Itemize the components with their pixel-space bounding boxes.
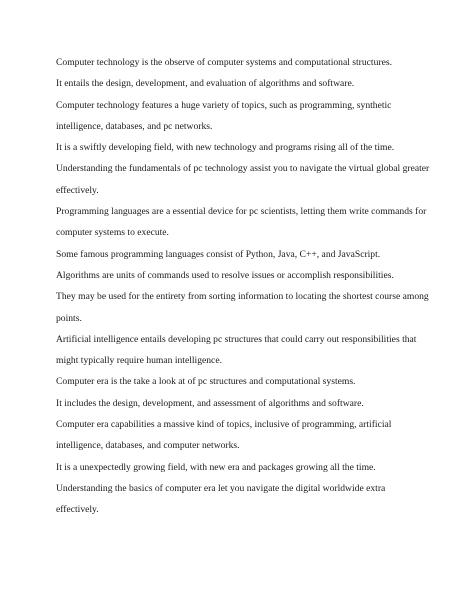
text-line: points. xyxy=(56,312,82,324)
text-line: Computer era is the take a look at of pc structures and computational systems. xyxy=(56,376,356,388)
text-line: It entails the design, development, and evaluation of algorithms and software. xyxy=(56,78,355,90)
text-line: It includes the design, development, and assessment of algorithms and software. xyxy=(56,397,364,409)
text-line: intelligence, databases, and computer networks. xyxy=(56,440,240,452)
text-line: might typically require human intelligence. xyxy=(56,355,222,367)
document-body xyxy=(56,52,436,521)
text-line: Some famous programming languages consist of Python, Java, C++, and JavaScript. xyxy=(56,248,381,260)
text-line: Understanding the fundamentals of pc technology assist you to navigate the virtual global greater xyxy=(56,163,430,175)
text-line: They may be used for the entirety from sorting information to locating the shortest course among xyxy=(56,291,429,303)
text-line: intelligence, databases, and pc networks. xyxy=(56,120,213,132)
text-line: Programming languages are a essential device for pc scientists, letting them write commands for xyxy=(56,206,427,218)
text-line: effectively. xyxy=(56,184,99,196)
text-line: Computer technology is the observe of computer systems and computational structures. xyxy=(56,57,392,68)
text-line: Artificial intelligence entails developing pc structures that could carry out responsibilities that xyxy=(56,333,417,345)
text-line: Algorithms are units of commands used to resolve issues or accomplish responsibilities. xyxy=(56,269,394,281)
text-line: computer systems to execute. xyxy=(56,227,169,239)
text-line: It is a swiftly developing field, with new technology and programs rising all of the time. xyxy=(56,142,395,154)
text-line: Computer era capabilities a massive kind of topics, inclusive of programming, artificial xyxy=(56,419,392,431)
text-line: effectively. xyxy=(56,504,99,516)
text-line: Computer technology features a huge variety of topics, such as programming, synthetic xyxy=(56,99,392,111)
text-line: Understanding the basics of computer era let you navigate the digital worldwide extra xyxy=(56,482,386,494)
text-line: It is a unexpectedly growing field, with new era and packages growing all the time. xyxy=(56,461,376,473)
